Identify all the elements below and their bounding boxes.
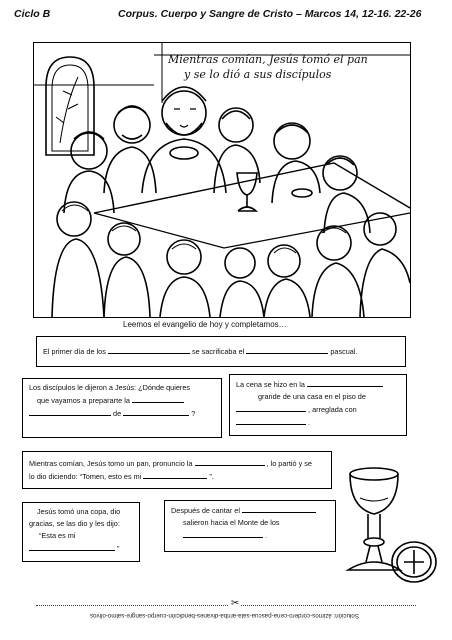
box6-blank-1[interactable] bbox=[242, 504, 316, 513]
box3-blank-1[interactable] bbox=[307, 378, 383, 387]
box3-line-3: , arreglada con bbox=[308, 405, 357, 414]
box1-blank-1[interactable] bbox=[108, 345, 190, 354]
box5-line-4: ” bbox=[117, 544, 120, 553]
box1-text-3: pascual. bbox=[330, 347, 358, 356]
box2-line-1: Los discípulos le dijeron a Jesús: ¿Dónde quieres bbox=[29, 383, 191, 392]
scissors-icon: ✂ bbox=[231, 598, 240, 609]
box6-line-3: . bbox=[265, 531, 268, 540]
caption-line-1: Mientras comían, Jesús tomó el pan bbox=[168, 53, 368, 66]
box4-line-1b: , lo partió y se bbox=[266, 459, 312, 468]
box1-text-1: El primer día de los bbox=[43, 347, 106, 356]
box3-line-2: grande de una casa en el piso de bbox=[258, 392, 366, 401]
last-supper-drawing bbox=[34, 43, 410, 317]
dotted-cut-line bbox=[36, 605, 416, 606]
box2-blank-2[interactable] bbox=[29, 407, 111, 416]
box5-line-3: “Esta es mi bbox=[39, 531, 76, 540]
box1-blank-2[interactable] bbox=[246, 345, 328, 354]
exercise-box-1 bbox=[36, 336, 406, 367]
intro-text: Leemos el evangelio de hoy y completamos… bbox=[123, 320, 287, 329]
box3-blank-2[interactable] bbox=[236, 403, 306, 412]
box4-line-2a: lo dio diciendo: “Tomen, esto es mi bbox=[29, 472, 142, 481]
box6-line-1: Después de cantar el bbox=[171, 506, 240, 515]
box2-blank-3[interactable] bbox=[123, 407, 189, 416]
box4-line-2b: ”. bbox=[209, 472, 214, 481]
box1-text-2: se sacrificaba el bbox=[191, 347, 245, 356]
exercise-box-2 bbox=[22, 378, 222, 438]
illustration-caption bbox=[168, 52, 400, 82]
chalice-host-icon bbox=[340, 458, 440, 588]
cut-line bbox=[36, 598, 416, 609]
box5-blank-1[interactable] bbox=[29, 542, 115, 551]
box3-line-1: La cena se hizo en la bbox=[236, 380, 305, 389]
box4-blank-2[interactable] bbox=[143, 470, 207, 479]
exercise-box-3 bbox=[229, 374, 407, 436]
box3-blank-3[interactable] bbox=[236, 416, 306, 425]
box6-line-2: salieron hacia el Monte de los bbox=[183, 518, 280, 527]
page-title: Corpus. Cuerpo y Sangre de Cristo – Marcos 14, 12-16. 22-26 bbox=[118, 8, 422, 20]
box2-blank-1[interactable] bbox=[132, 394, 184, 403]
box2-text-de: de bbox=[113, 409, 122, 418]
caption-line-2: y se lo dió a sus discípulos bbox=[184, 68, 332, 81]
box4-blank-1[interactable] bbox=[195, 457, 265, 466]
box5-line-1: Jesús tomó una copa, dio bbox=[37, 507, 121, 516]
box2-text-q: ? bbox=[191, 409, 196, 418]
box3-line-4: . bbox=[308, 418, 311, 427]
exercise-box-6 bbox=[164, 500, 336, 552]
exercise-box-5 bbox=[22, 502, 140, 562]
box2-line-2: que vayamos a prepararte la bbox=[37, 396, 130, 405]
box6-blank-2[interactable] bbox=[183, 529, 263, 538]
box5-line-2: gracias, se las dio y les dijo: bbox=[29, 519, 120, 528]
exercise-box-4 bbox=[22, 451, 332, 489]
cycle-label: Ciclo B bbox=[14, 8, 51, 20]
last-supper-illustration bbox=[33, 42, 411, 318]
solution-text: Solución: ázimos-cordero-cena-pascua-sala-arriba-divanes-bendición-cuerpo-sangre-salmo-olivos bbox=[90, 612, 359, 619]
box4-line-1a: Mientras comían, Jesús tomo un pan, pronuncio la bbox=[29, 459, 193, 468]
